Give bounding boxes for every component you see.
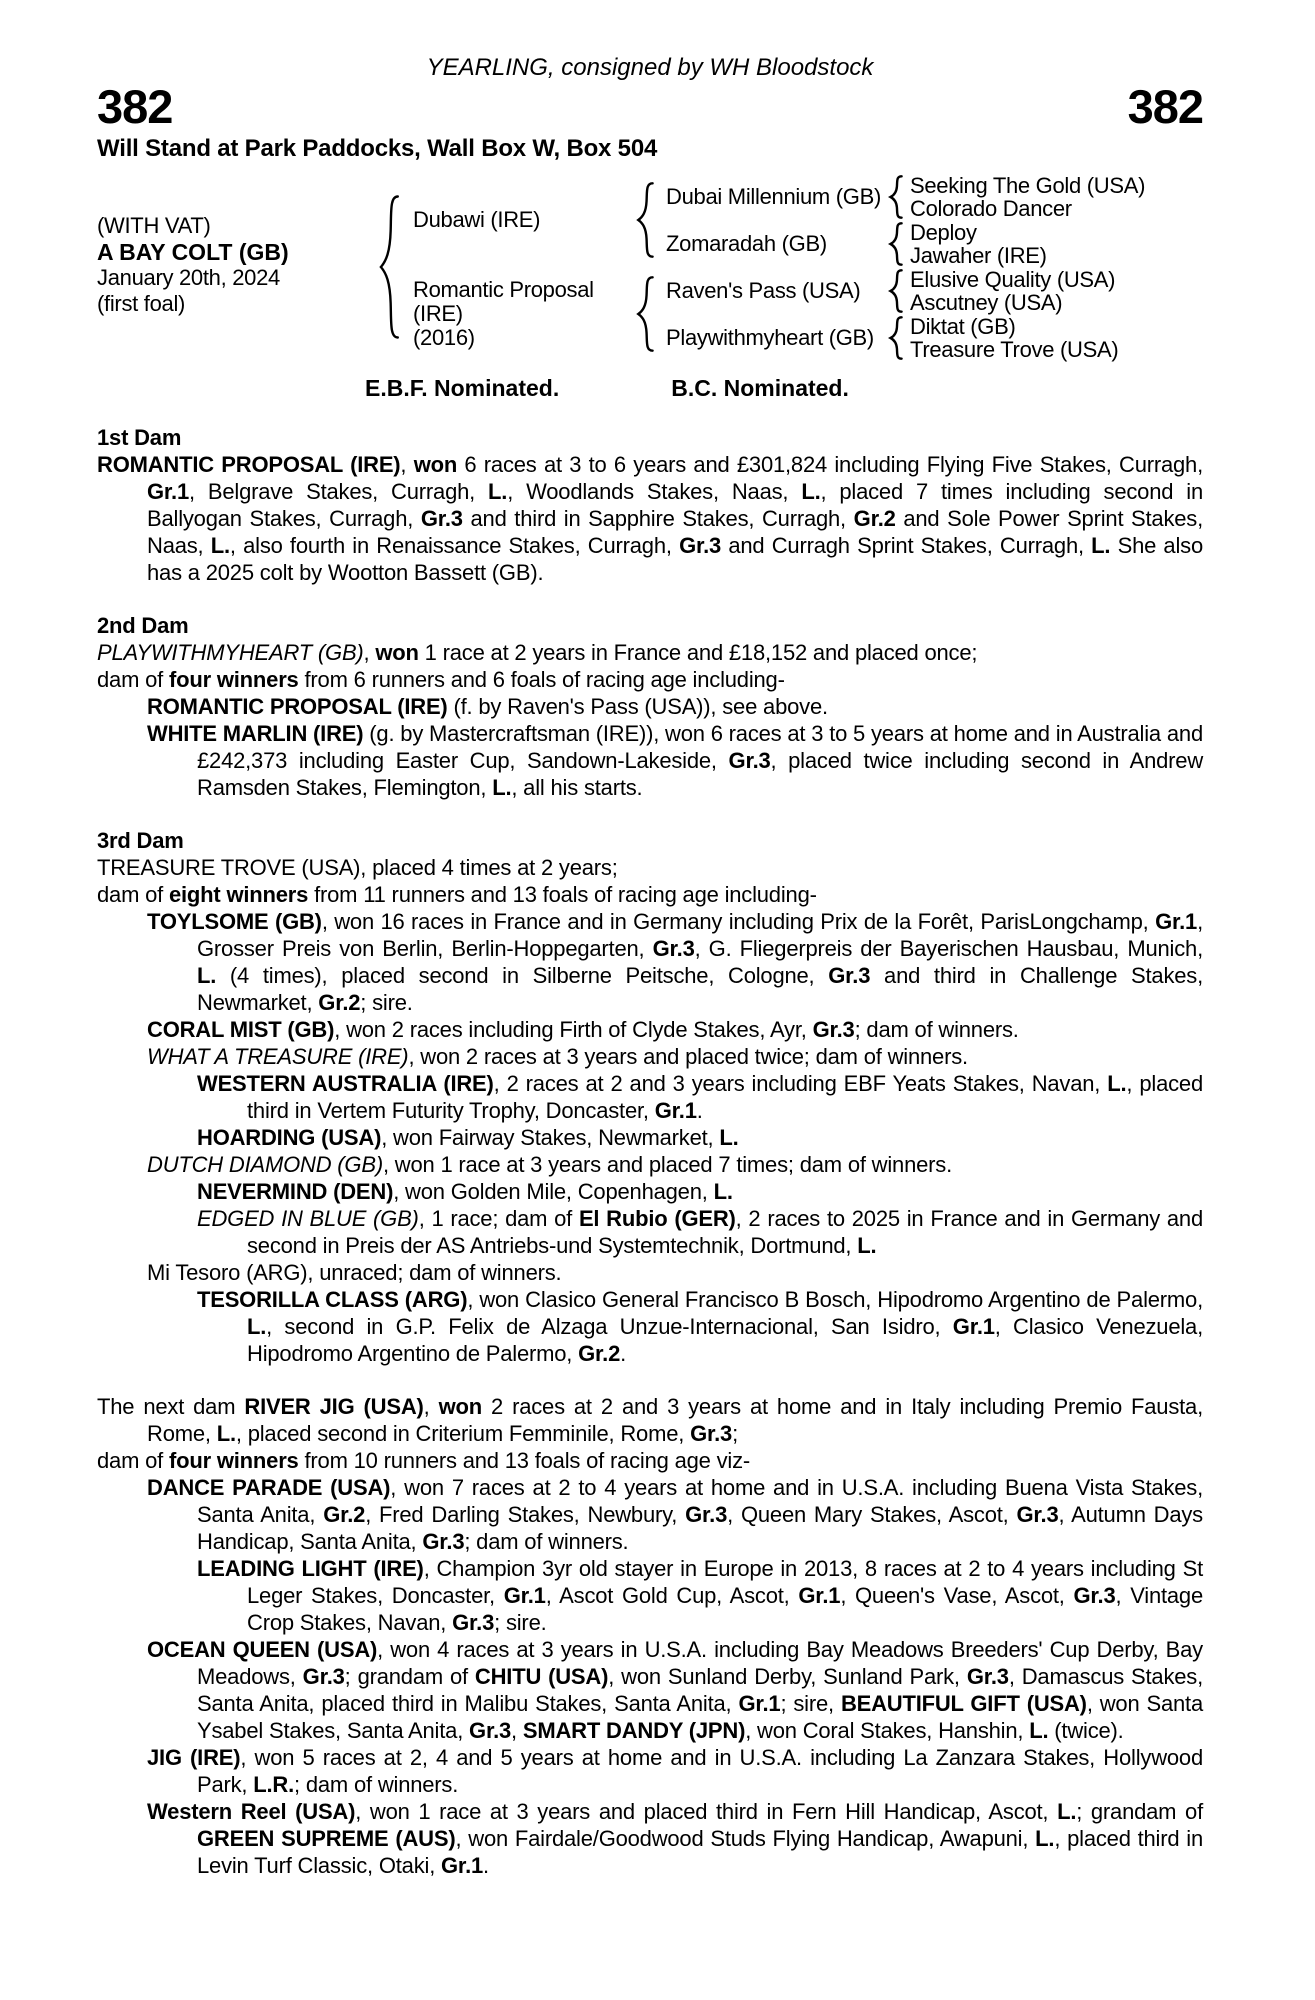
dam-block — [407, 267, 1203, 361]
catalogue-paragraph: dam of four winners from 6 runners and 6 foals of racing age including- — [97, 667, 785, 692]
catalogue-paragraph: OCEAN QUEEN (USA), won 4 races at 3 years in U.S.A. including Bay Meadows Breeders' Cup Derby, Bay Meadows, Gr.3; grandam of CHITU (USA), won Sunland Derby, Sunland Park, Gr.3, Damascus Stakes, Santa Anita, placed third in Malibu Stakes, Santa Anita, Gr.1; sire, BEAUTIFUL GIFT (USA), won Santa Ysabel Stakes, Santa Anita, Gr.3, SMART DANDY (JPN), won Coral Stakes, Hanshin, L. (twice). — [147, 1637, 1203, 1743]
dam-section — [97, 612, 1203, 801]
catalogue-paragraph: dam of eight winners from 11 runners and 13 foals of racing age including- — [97, 882, 817, 907]
brace-icon — [888, 267, 905, 314]
foal-date: January 20th, 2024 — [97, 265, 280, 290]
stand-location: Will Stand at Park Paddocks, Wall Box W, Box 504 — [97, 135, 658, 162]
dam-section — [97, 827, 1203, 1367]
catalogue-paragraph: Mi Tesoro (ARG), unraced; dam of winners. — [147, 1260, 562, 1285]
sire-name: Dubawi (IRE) — [413, 207, 541, 232]
dam-dam-name: Playwithmyheart (GB) — [666, 324, 874, 350]
catalogue-paragraph: Western Reel (USA), won 1 race at 3 years and placed third in Fern Hill Handicap, Ascot, L.; grandam of GREEN SUPREME (AUS), won Fairdale/Goodwood Studs Flying Handicap, Awapuni, L., placed third in Levin Turf Classic, Otaki, Gr.1. — [147, 1799, 1203, 1878]
brace-icon — [635, 173, 657, 267]
catalogue-paragraph: TREASURE TROVE (USA), placed 4 times at 2 years; — [97, 855, 618, 880]
catalogue-paragraph: WESTERN AUSTRALIA (IRE), 2 races at 2 and 3 years including EBF Yeats Stakes, Navan, L., placed third in Vertem Futurity Trophy, Doncaster, Gr.1. — [197, 1071, 1203, 1123]
vat-note: (WITH VAT) — [97, 213, 211, 238]
lot-number-row — [97, 82, 1203, 132]
ebf-nominated-label: E.B.F. Nominated. — [365, 375, 560, 401]
dam-heading: 1st Dam — [97, 425, 182, 450]
catalogue-paragraph: DUTCH DIAMOND (GB), won 1 race at 3 years and placed 7 times; dam of winners. — [147, 1152, 953, 1177]
catalogue-paragraph: The next dam RIVER JIG (USA), won 2 races at 2 and 3 years at home and in Italy including Premio Fausta, Rome, L., placed second in Criterium Femminile, Rome, Gr.3; — [97, 1394, 1204, 1446]
dam-sections — [97, 424, 1203, 1879]
catalogue-paragraph: PLAYWITHMYHEART (GB), won 1 race at 2 years in France and £18,152 and placed once; — [97, 640, 978, 665]
catalogue-paragraph: WHITE MARLIN (IRE) (g. by Mastercraftsman (IRE)), won 6 races at 3 to 5 years at home and in Australia and £242,373 including Easter Cup, Sandown-Lakeside, Gr.3, placed twice including second in Andrew Ramsden Stakes, Flemington, L., all his starts. — [147, 721, 1204, 800]
sire-dam-row — [660, 220, 1203, 267]
brace-icon — [635, 267, 657, 361]
dam-section — [97, 1393, 1203, 1879]
catalogue-paragraph: EDGED IN BLUE (GB), 1 race; dam of El Rubio (GER), 2 races to 2025 in France and in Germany and second in Preis der AS Antriebs-und Systemtechnik, Dortmund, L. — [197, 1206, 1203, 1258]
great-granddam-name: Ascutney (USA) — [910, 289, 1063, 315]
dam-name: Romantic Proposal (IRE) (2016) — [407, 267, 635, 361]
dam-sire-name: Raven's Pass (USA) — [666, 277, 861, 303]
colt-title: A BAY COLT (GB) — [97, 239, 289, 265]
dam-section — [97, 424, 1203, 586]
nomination-row — [365, 375, 1203, 402]
lot-number-right: 382 — [1127, 80, 1203, 133]
brace-icon — [888, 173, 905, 220]
lot-details — [97, 173, 377, 361]
great-grandsire-name: Diktat (GB) — [910, 313, 1016, 339]
dam-sire-row — [660, 267, 1203, 314]
catalogue-paragraph: TOYLSOME (GB), won 16 races in France and in Germany including Prix de la Forêt, ParisLongchamp, Gr.1, Grosser Preis von Berlin, Berlin-Hoppegarten, Gr.3, G. Fliegerpreis der Bayerischen Hausbau, Munich, L. (4 times), placed second in Silberne Peitsche, Cologne, Gr.3 and third in Challenge Stakes, Newmarket, Gr.2; sire. — [147, 909, 1204, 1015]
great-grandsire-name: Seeking The Gold (USA) — [910, 172, 1146, 198]
catalogue-paragraph: DANCE PARADE (USA), won 7 races at 2 to 4 years at home and in U.S.A. including Buena Vista Stakes, Santa Anita, Gr.2, Fred Darling Stakes, Newbury, Gr.3, Queen Mary Stakes, Ascot, Gr.3, Autumn Days Handicap, Santa Anita, Gr.3; dam of winners. — [147, 1475, 1204, 1554]
catalogue-paragraph: JIG (IRE), won 5 races at 2, 4 and 5 years at home and in U.S.A. including La Zanzara Stakes, Hollywood Park, L.R.; dam of winners. — [147, 1745, 1203, 1797]
dam-year: (2016) — [413, 325, 475, 350]
catalogue-paragraph: ROMANTIC PROPOSAL (IRE) (f. by Raven's Pass (USA)), see above. — [147, 694, 828, 719]
catalogue-paragraph: LEADING LIGHT (IRE), Champion 3yr old stayer in Europe in 2013, 8 races at 2 to 4 years including St Leger Stakes, Doncaster, Gr.1, Ascot Gold Cup, Ascot, Gr.1, Queen's Vase, Ascot, Gr.3, Vintage Crop Stakes, Navan, Gr.3; sire. — [197, 1556, 1204, 1635]
pedigree-table — [97, 173, 1203, 361]
sire-sire-name: Dubai Millennium (GB) — [666, 183, 881, 209]
great-grandsire-name: Elusive Quality (USA) — [910, 266, 1116, 292]
great-granddam-name: Colorado Dancer — [910, 195, 1072, 221]
foal-note: (first foal) — [97, 291, 186, 316]
dam-dam-row — [660, 314, 1203, 361]
sire-block — [407, 173, 1203, 267]
catalogue-paragraph: NEVERMIND (DEN), won Golden Mile, Copenhagen, L. — [197, 1179, 733, 1204]
catalogue-paragraph: dam of four winners from 10 runners and 13 foals of racing age viz- — [97, 1448, 751, 1473]
consignor-line: YEARLING, consigned by WH Bloodstock — [426, 54, 874, 81]
brace-icon — [377, 173, 403, 361]
brace-icon — [888, 314, 905, 361]
great-grandsire-name: Deploy — [910, 219, 977, 245]
catalogue-paragraph: HOARDING (USA), won Fairway Stakes, Newmarket, L. — [197, 1125, 739, 1150]
bc-nominated-label: B.C. Nominated. — [671, 375, 849, 401]
great-granddam-name: Treasure Trove (USA) — [910, 336, 1119, 362]
catalogue-paragraph: CORAL MIST (GB), won 2 races including Firth of Clyde Stakes, Ayr, Gr.3; dam of winners. — [147, 1017, 1019, 1042]
catalogue-paragraph: TESORILLA CLASS (ARG), won Clasico General Francisco B Bosch, Hipodromo Argentino de Palermo, L., second in G.P. Felix de Alzaga Unzue-Internacional, San Isidro, Gr.1, Clasico Venezuela, Hipodromo Argentino de Palermo, Gr.2. — [197, 1287, 1204, 1366]
dam-heading: 3rd Dam — [97, 828, 184, 853]
sire-sire-row — [660, 173, 1203, 220]
pedigree-generations — [407, 173, 1203, 361]
sire-dam-name: Zomaradah (GB) — [666, 230, 827, 256]
brace-icon — [888, 220, 905, 267]
lot-number-left: 382 — [97, 80, 173, 133]
catalogue-paragraph: ROMANTIC PROPOSAL (IRE), won 6 races at 3 to 6 years and £301,824 including Flying Five Stakes, Curragh, Gr.1, Belgrave Stakes, Curragh, L., Woodlands Stakes, Naas, L., placed 7 times including second in Ballyogan Stakes, Curragh, Gr.3 and third in Sapphire Stakes, Curragh, Gr.2 and Sole Power Sprint Stakes, Naas, L., also fourth in Renaissance Stakes, Curragh, Gr.3 and Curragh Sprint Stakes, Curragh, L. She also has a 2025 colt by Wootton Bassett (GB). — [97, 452, 1203, 585]
dam-heading: 2nd Dam — [97, 613, 189, 638]
great-granddam-name: Jawaher (IRE) — [910, 242, 1047, 268]
catalogue-paragraph: WHAT A TREASURE (IRE), won 2 races at 3 years and placed twice; dam of winners. — [147, 1044, 968, 1069]
